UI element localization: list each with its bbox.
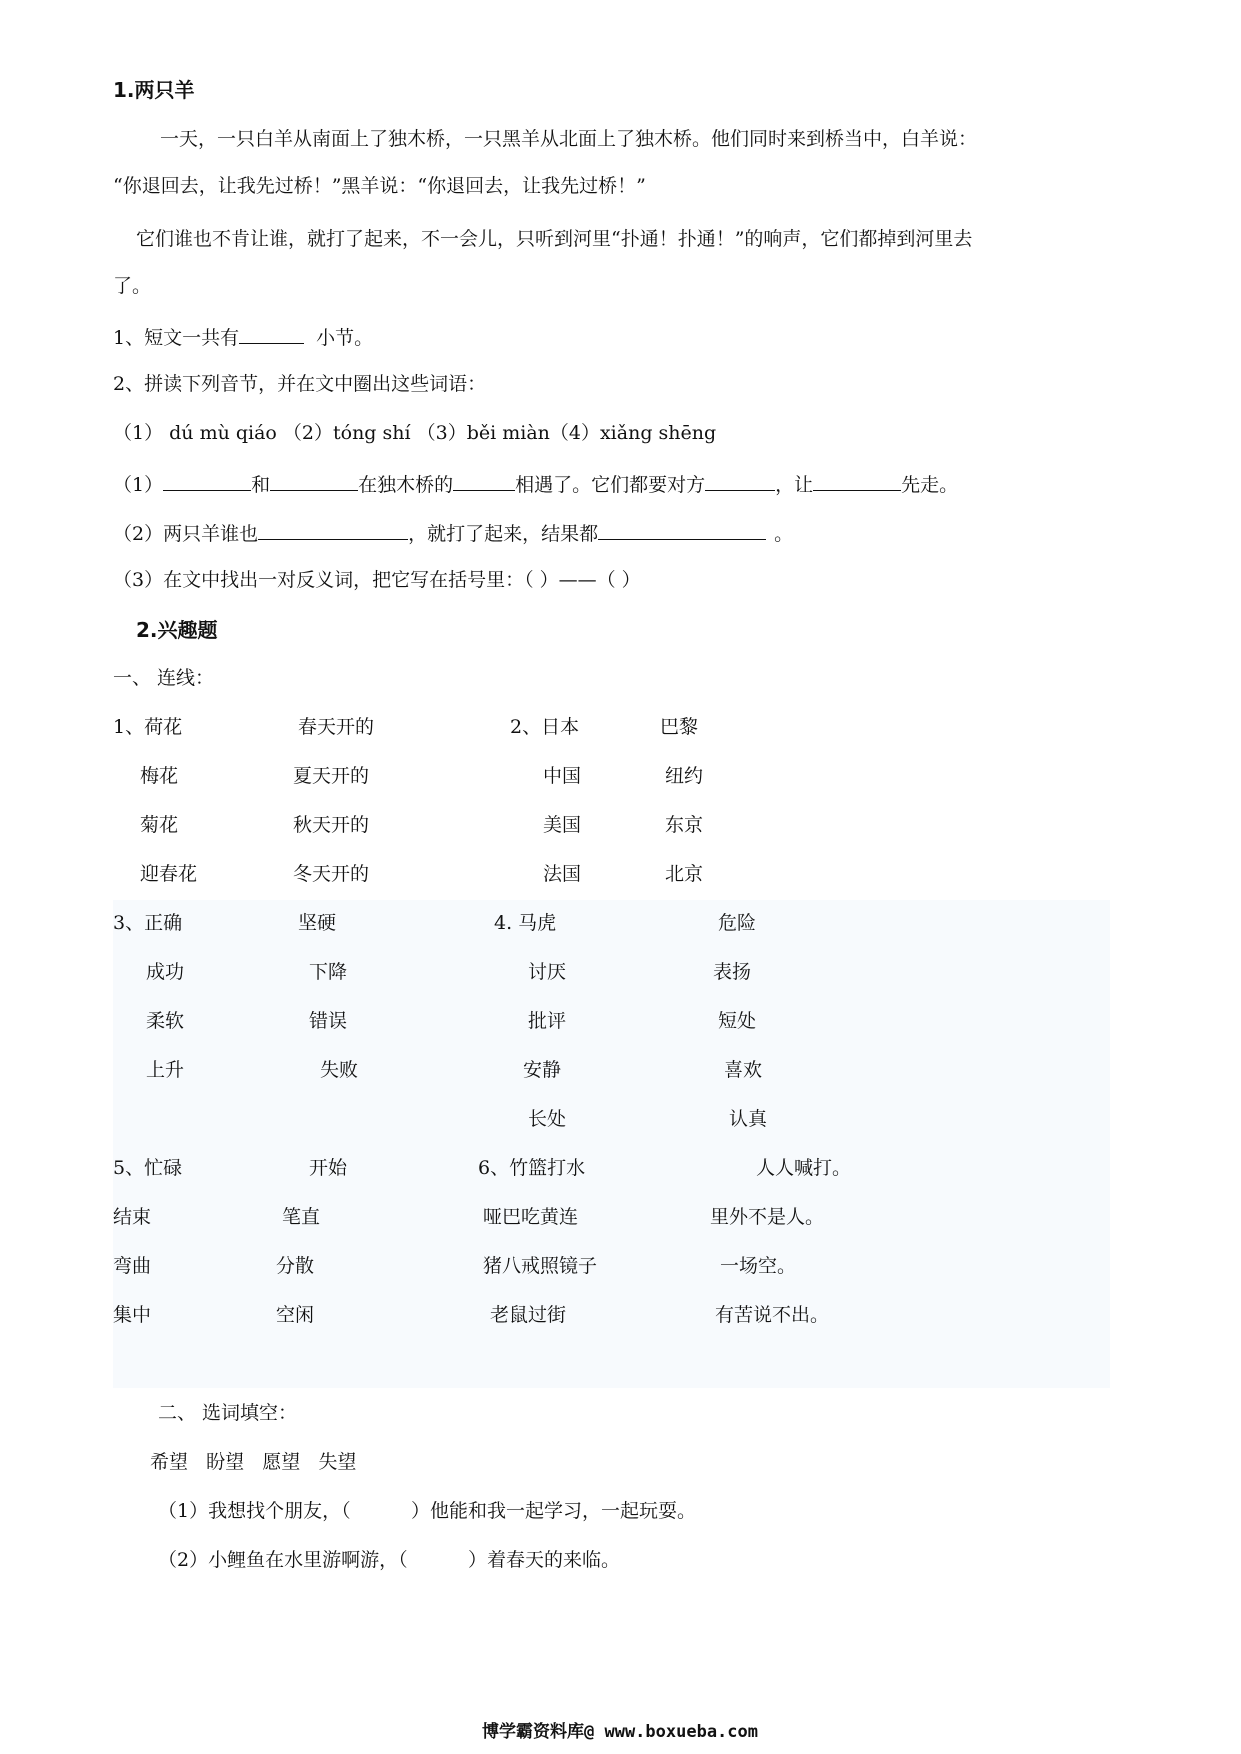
group-5-left-item[interactable]: 结束 — [113, 1206, 152, 1228]
group-6-left-item[interactable]: 老鼠过街 — [490, 1304, 567, 1326]
group-3-left-item[interactable]: 成功 — [146, 961, 185, 983]
fill-blank-1 — [113, 473, 958, 495]
group-4-right-item[interactable]: 认真 — [729, 1108, 768, 1130]
group-6-number: 6、竹篮打水 — [478, 1157, 586, 1179]
group-3-left-item[interactable]: 柔软 — [146, 1010, 185, 1032]
question-1-suffix: 小节。 — [316, 327, 374, 349]
fill-words-heading: 二、 选词填空： — [158, 1402, 298, 1424]
fill-1-text-2: 在独木桥的 — [358, 474, 454, 496]
group-3-right-item[interactable]: 下降 — [309, 961, 348, 983]
blank[interactable] — [813, 473, 901, 491]
question-1-text: 1、短文一共有 — [113, 327, 240, 349]
group-4-left-item[interactable]: 长处 — [528, 1108, 567, 1130]
group-1-right-item[interactable]: 冬天开的 — [293, 863, 370, 885]
group-2-right-item[interactable]: 东京 — [665, 814, 704, 836]
group-1-right-item[interactable]: 秋天开的 — [293, 814, 370, 836]
group-3-right-item[interactable]: 失败 — [320, 1059, 359, 1081]
blank[interactable] — [258, 522, 408, 540]
group-2-left-item[interactable]: 中国 — [543, 765, 582, 787]
blank[interactable] — [453, 473, 515, 491]
question-1 — [113, 326, 373, 348]
fill-1-text-1: 和 — [251, 474, 271, 496]
blank[interactable] — [598, 522, 766, 540]
fill-blank-3: （3）在文中找出一对反义词，把它写在括号里：（ ）——（ ） — [113, 569, 641, 591]
group-4-left-item[interactable]: 安静 — [523, 1059, 562, 1081]
section-2-title: 2.兴趣题 — [136, 618, 218, 642]
group-2-right-item[interactable]: 北京 — [665, 863, 704, 885]
highlight-band — [113, 900, 1110, 1388]
group-1-right-item[interactable]: 春天开的 — [298, 716, 375, 738]
choose-word-question-2: （2）小鲤鱼在水里游啊游，（ ）着春天的来临。 — [158, 1549, 620, 1571]
blank[interactable] — [270, 473, 358, 491]
fill-1-text-3: 相遇了。它们都要对方 — [515, 474, 706, 496]
group-3-left-item[interactable]: 上升 — [146, 1059, 185, 1081]
group-4-right-item[interactable]: 短处 — [718, 1010, 757, 1032]
group-3-right-item[interactable]: 错误 — [309, 1010, 348, 1032]
group-1-number: 1、荷花 — [113, 716, 183, 738]
fill-1-text-5: 先走。 — [901, 474, 959, 496]
group-4-left-item[interactable]: 讨厌 — [528, 961, 567, 983]
group-3-number: 3、正确 — [113, 912, 183, 934]
group-1-left-item[interactable]: 菊花 — [140, 814, 179, 836]
footer-watermark: 博学霸资料库@ www.boxueba.com — [482, 1722, 758, 1742]
pinyin-line: （1） dú mù qiáo （2）tóng shí （3）běi miàn（4）xiǎng shēng — [113, 422, 717, 444]
story-paragraph-2b: 了。 — [113, 275, 152, 297]
story-paragraph-1a: 一天，一只白羊从南面上了独木桥，一只黑羊从北面上了独木桥。他们同时来到桥当中，白羊说： — [160, 128, 978, 150]
group-1-left-item[interactable]: 迎春花 — [140, 863, 198, 885]
group-6-left-item[interactable]: 猪八戒照镜子 — [483, 1255, 598, 1277]
group-5-right-item[interactable]: 开始 — [309, 1157, 348, 1179]
group-4-right-item[interactable]: 表扬 — [713, 961, 752, 983]
group-2-number: 2、日本 — [510, 716, 580, 738]
group-5-right-item[interactable]: 笔直 — [282, 1206, 321, 1228]
group-5-right-item[interactable]: 空闲 — [276, 1304, 315, 1326]
group-4-left-item[interactable]: 批评 — [528, 1010, 567, 1032]
word-bank: 希望 盼望 愿望 失望 — [150, 1451, 357, 1473]
group-1-left-item[interactable]: 梅花 — [140, 765, 179, 787]
blank-paragraph-count[interactable] — [239, 326, 304, 344]
group-5-right-item[interactable]: 分散 — [276, 1255, 315, 1277]
group-6-right-item[interactable]: 人人喊打。 — [756, 1157, 852, 1179]
group-6-right-item[interactable]: 有苦说不出。 — [715, 1304, 830, 1326]
matching-heading: 一、 连线： — [113, 667, 215, 689]
blank[interactable] — [705, 473, 775, 491]
group-2-right-item[interactable]: 巴黎 — [660, 716, 699, 738]
fill-2-text-1: ，就打了起来，结果都 — [408, 523, 599, 545]
fill-1-text-0: （1） — [113, 474, 164, 496]
section-1-title: 1.两只羊 — [113, 78, 195, 102]
fill-2-text-0: （2）两只羊谁也 — [113, 523, 259, 545]
group-5-left-item[interactable]: 集中 — [113, 1304, 152, 1326]
group-6-right-item[interactable]: 里外不是人。 — [710, 1206, 825, 1228]
group-4-right-item[interactable]: 危险 — [718, 912, 757, 934]
group-4-number: 4. 马虎 — [494, 912, 557, 934]
fill-2-text-2: 。 — [774, 523, 794, 545]
group-6-right-item[interactable]: 一场空。 — [720, 1255, 797, 1277]
fill-blank-2 — [113, 522, 793, 544]
choose-word-question-1: （1）我想找个朋友，（ ）他能和我一起学习，一起玩耍。 — [158, 1500, 696, 1522]
group-5-number: 5、忙碌 — [113, 1157, 183, 1179]
group-4-right-item[interactable]: 喜欢 — [724, 1059, 763, 1081]
group-6-left-item[interactable]: 哑巴吃黄连 — [483, 1206, 579, 1228]
blank[interactable] — [163, 473, 251, 491]
story-paragraph-1b: “你退回去，让我先过桥！”黑羊说：“你退回去，让我先过桥！” — [113, 175, 646, 197]
group-5-left-item[interactable]: 弯曲 — [113, 1255, 152, 1277]
group-3-right-item[interactable]: 坚硬 — [298, 912, 337, 934]
fill-1-text-4: ，让 — [775, 474, 814, 496]
group-2-right-item[interactable]: 纽约 — [665, 765, 704, 787]
group-2-left-item[interactable]: 美国 — [543, 814, 582, 836]
group-1-right-item[interactable]: 夏天开的 — [293, 765, 370, 787]
question-2: 2、拼读下列音节，并在文中圈出这些词语： — [113, 373, 487, 395]
group-2-left-item[interactable]: 法国 — [543, 863, 582, 885]
story-paragraph-2a: 它们谁也不肯让谁，就打了起来，不一会儿，只听到河里“扑通！扑通！”的响声，它们都掉到河里去 — [136, 228, 973, 250]
